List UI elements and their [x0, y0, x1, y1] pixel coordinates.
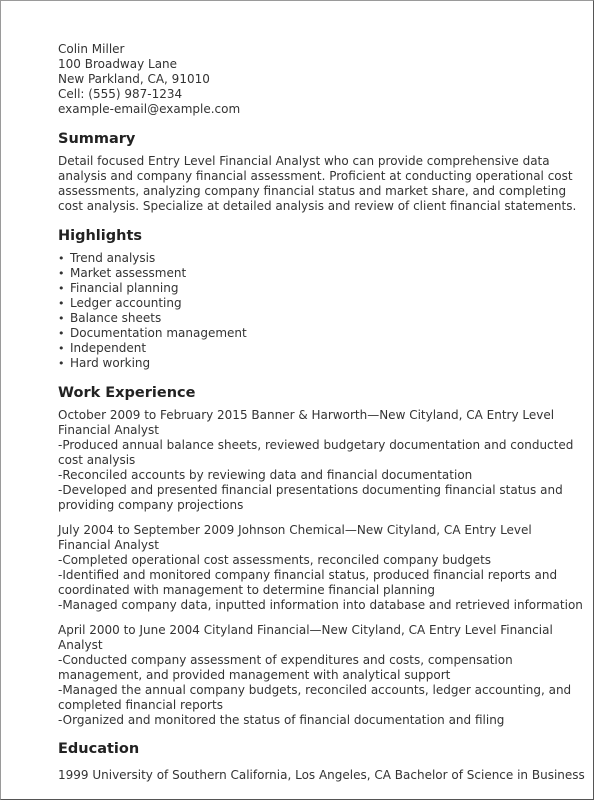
- contact-name: Colin Miller: [58, 42, 125, 56]
- highlight-item: • Market assessment: [70, 266, 588, 281]
- contact-email: example-email@example.com: [58, 102, 241, 116]
- summary-heading: Summary: [58, 131, 136, 147]
- highlights-list: [58, 251, 588, 371]
- education-entry: 1999 University of Southern California, Los Angeles, CA Bachelor of Science in Business: [58, 768, 585, 782]
- contact-city: New Parkland, CA, 91010: [58, 72, 210, 86]
- job-duty: -Managed company data, inputted information into database and retrieved information: [58, 598, 583, 612]
- job-duty: -Organized and monitored the status of financial documentation and filing: [58, 713, 505, 727]
- job-duty: -Identified and monitored company financial status, produced financial reports and coordinated with management to determine financial planning: [58, 568, 558, 597]
- job-entry: [58, 623, 588, 728]
- job-duty: -Reconciled accounts by reviewing data and financial documentation: [58, 468, 473, 482]
- job-entry: [58, 523, 588, 613]
- education-heading: Education: [58, 741, 140, 757]
- job-title: April 2000 to June 2004 Cityland Financial—New Cityland, CA Entry Level Financial Analyst: [58, 623, 553, 652]
- job-title: July 2004 to September 2009 Johnson Chemical—New Cityland, CA Entry Level Financial Analyst: [58, 523, 532, 552]
- highlight-item: • Trend analysis: [70, 251, 588, 266]
- highlight-item: • Hard working: [70, 356, 588, 371]
- highlight-item: • Balance sheets: [70, 311, 588, 326]
- job-duty: -Conducted company assessment of expenditures and costs, compensation management, and provided management with analytical support: [58, 653, 513, 682]
- job-duty: -Completed operational cost assessments, reconciled company budgets: [58, 553, 492, 567]
- resume-content: [58, 42, 588, 783]
- highlight-item: • Documentation management: [70, 326, 588, 341]
- contact-phone: Cell: (555) 987-1234: [58, 87, 183, 101]
- contact-block: [58, 42, 588, 117]
- job-duty: -Managed the annual company budgets, reconciled accounts, ledger accounting, and completed financial reports: [58, 683, 572, 712]
- job-title: October 2009 to February 2015 Banner & Harworth—New Cityland, CA Entry Level Financial Analyst: [58, 408, 555, 437]
- work-heading: Work Experience: [58, 385, 196, 401]
- job-entry: [58, 408, 588, 513]
- highlights-heading: Highlights: [58, 228, 143, 244]
- contact-address: 100 Broadway Lane: [58, 57, 178, 71]
- highlight-item: • Financial planning: [70, 281, 588, 296]
- summary-text: Detail focused Entry Level Financial Analyst who can provide comprehensive data analysis and company financial assessment. Proficient at conducting operational cost assessments, analyzing company financial status and market share, and completing cost analysis. Specialize at detailed analysis and review of client financial statements.: [58, 154, 577, 213]
- highlight-item: • Independent: [70, 341, 588, 356]
- job-duty: -Produced annual balance sheets, reviewed budgetary documentation and conducted cost analysis: [58, 438, 574, 467]
- highlight-item: • Ledger accounting: [70, 296, 588, 311]
- job-duty: -Developed and presented financial presentations documenting financial status and providing company projections: [58, 483, 563, 512]
